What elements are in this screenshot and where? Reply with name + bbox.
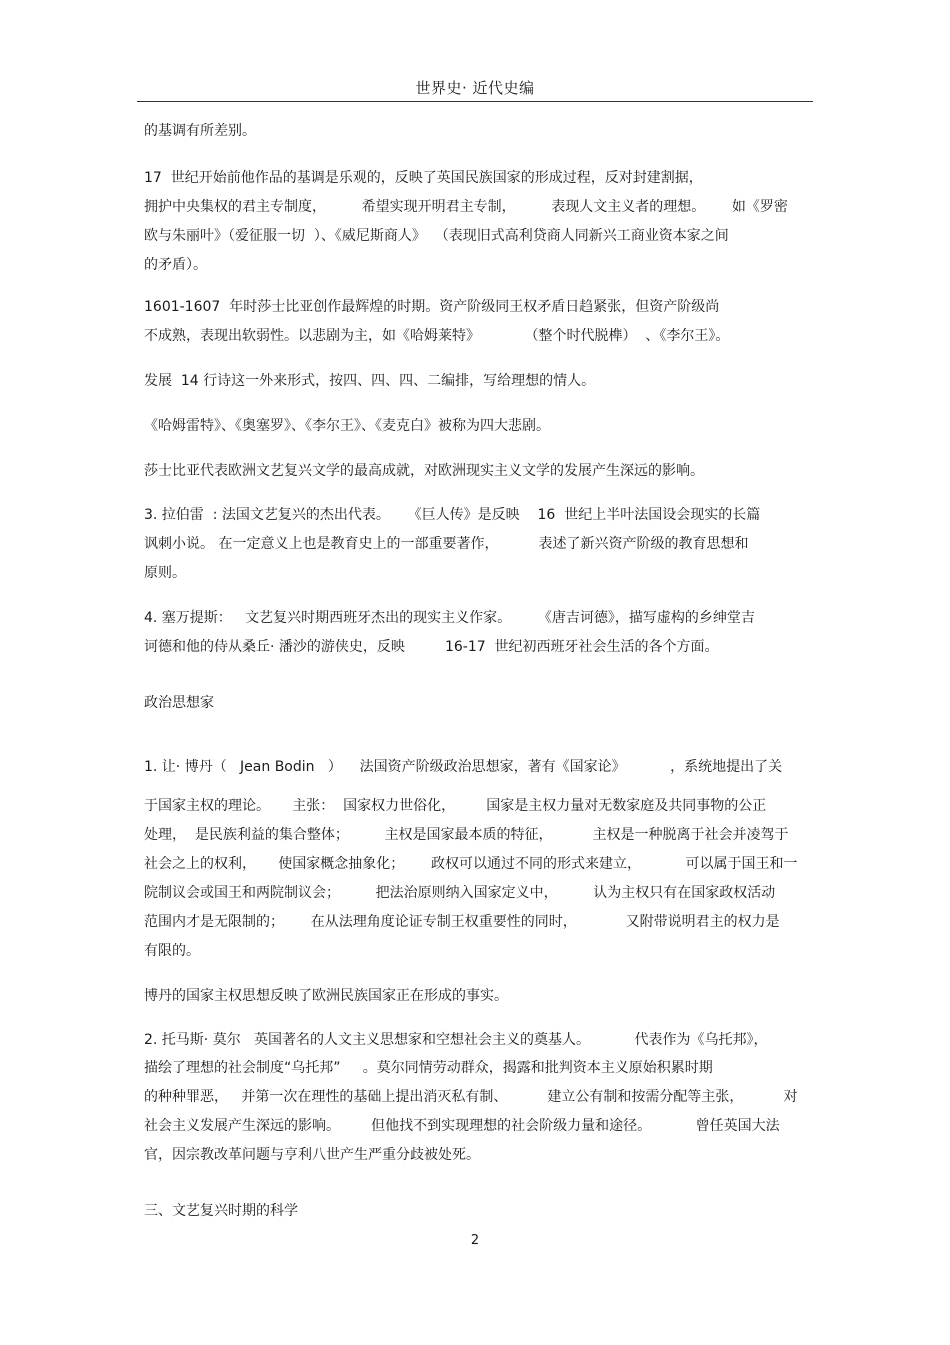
text-line: 范围内才是无限制的； 在从法理角度论证专制王权重要性的同时， 又附带说明君主的权力是 [144,914,780,930]
text-line: 于国家主权的理论。 主张： 国家权力世俗化， 国家是主权力量对无数家庭及共同事物的公正 [144,798,767,814]
text-line: 的基调有所差别。 [144,123,256,139]
section-heading: 三、文艺复兴时期的科学 [144,1203,298,1219]
page-number: 2 [470,1233,480,1248]
text-line: 社会主义发展产生深远的影响。 但他找不到实现理想的社会阶级力量和途径。 曾任英国大法 [144,1118,780,1134]
text-line: 《哈姆雷特》、《奥塞罗》、《李尔王》、《麦克白》被称为四大悲剧。 [144,418,550,434]
text-line: 的种种罪恶， 并第一次在理性的基础上提出消灭私有制、 建立公有制和按需分配等主张， 对 [144,1089,798,1105]
text-line: 讽刺小说。 在一定意义上也是教育史上的一部重要著作， 表述了新兴资产阶级的教育思想和 [144,536,749,552]
text-line: 原则。 [144,565,186,581]
text-line: 社会之上的权利， 使国家概念抽象化； 政权可以通过不同的形式来建立， 可以属于国王和一 [144,856,798,872]
text-line: 莎士比亚代表欧洲文艺复兴文学的最高成就，对欧洲现实主义文学的发展产生深远的影响。 [144,463,704,479]
text-line: 1601-1607 年时莎士比亚创作最辉煌的时期。资产阶级同王权矛盾日趋紧张，但资产阶级尚 [144,299,720,315]
text-line: 处理， 是民族利益的集合整体； 主权是国家最本质的特征， 主权是一种脱离于社会并凌驾于 [144,827,789,843]
section-heading: 政治思想家 [144,695,214,711]
text-line: 官，因宗教改革问题与亨利八世产生严重分歧被处死。 [144,1147,480,1163]
text-line: 1. 让· 博丹（ Jean Bodin ） 法国资产阶级政治思想家，著有《国家论》 ，系统地提出了关 [144,759,783,775]
text-line: 2. 托马斯· 莫尔 英国著名的人文主义思想家和空想社会主义的奠基人。 代表作为《乌托邦》， [144,1032,768,1048]
text-line: 4. 塞万提斯： 文艺复兴时期西班牙杰出的现实主义作家。 《唐吉诃德》，描写虚构的乡绅堂吉 [144,610,755,626]
text-line: 发展 14 行诗这一外来形式，按四、四、四、二编排，写给理想的情人。 [144,373,596,389]
text-line: 17 世纪开始前他作品的基调是乐观的，反映了英国民族国家的形成过程，反对封建割据， [144,170,703,186]
text-line: 欧与朱丽叶》（爱征服一切 ）、《威尼斯商人》 （表现旧式高利贷商人同新兴工商业资本家之间 [144,228,729,244]
text-line: 的矛盾）。 [144,257,207,273]
page-header-title: 世界史· 近代史编 [415,79,535,97]
text-line: 院制议会或国王和两院制议会； 把法治原则纳入国家定义中， 认为主权只有在国家政权活动 [144,885,776,901]
text-line: 诃德和他的侍从桑丘· 潘沙的游侠史，反映 16-17 世纪初西班牙社会生活的各个方面。 [144,639,719,655]
text-line: 描绘了理想的社会制度“乌托邦” 。莫尔同情劳动群众，揭露和批判资本主义原始积累时期 [144,1060,713,1076]
text-line: 博丹的国家主权思想反映了欧洲民族国家正在形成的事实。 [144,988,508,1004]
header-divider [137,101,813,102]
text-line: 3. 拉伯雷 : 法国文艺复兴的杰出代表。 《巨人传》是反映 16 世纪上半叶法国设会现实的长篇 [144,507,761,523]
text-line: 不成熟，表现出软弱性。以悲剧为主，如《哈姆莱特》 （整个时代脱榫） 、《李尔王》。 [144,328,730,344]
text-line: 拥护中央集权的君主专制度， 希望实现开明君主专制， 表现人文主义者的理想。 如《罗密 [144,199,788,215]
text-line: 有限的。 [144,943,200,959]
